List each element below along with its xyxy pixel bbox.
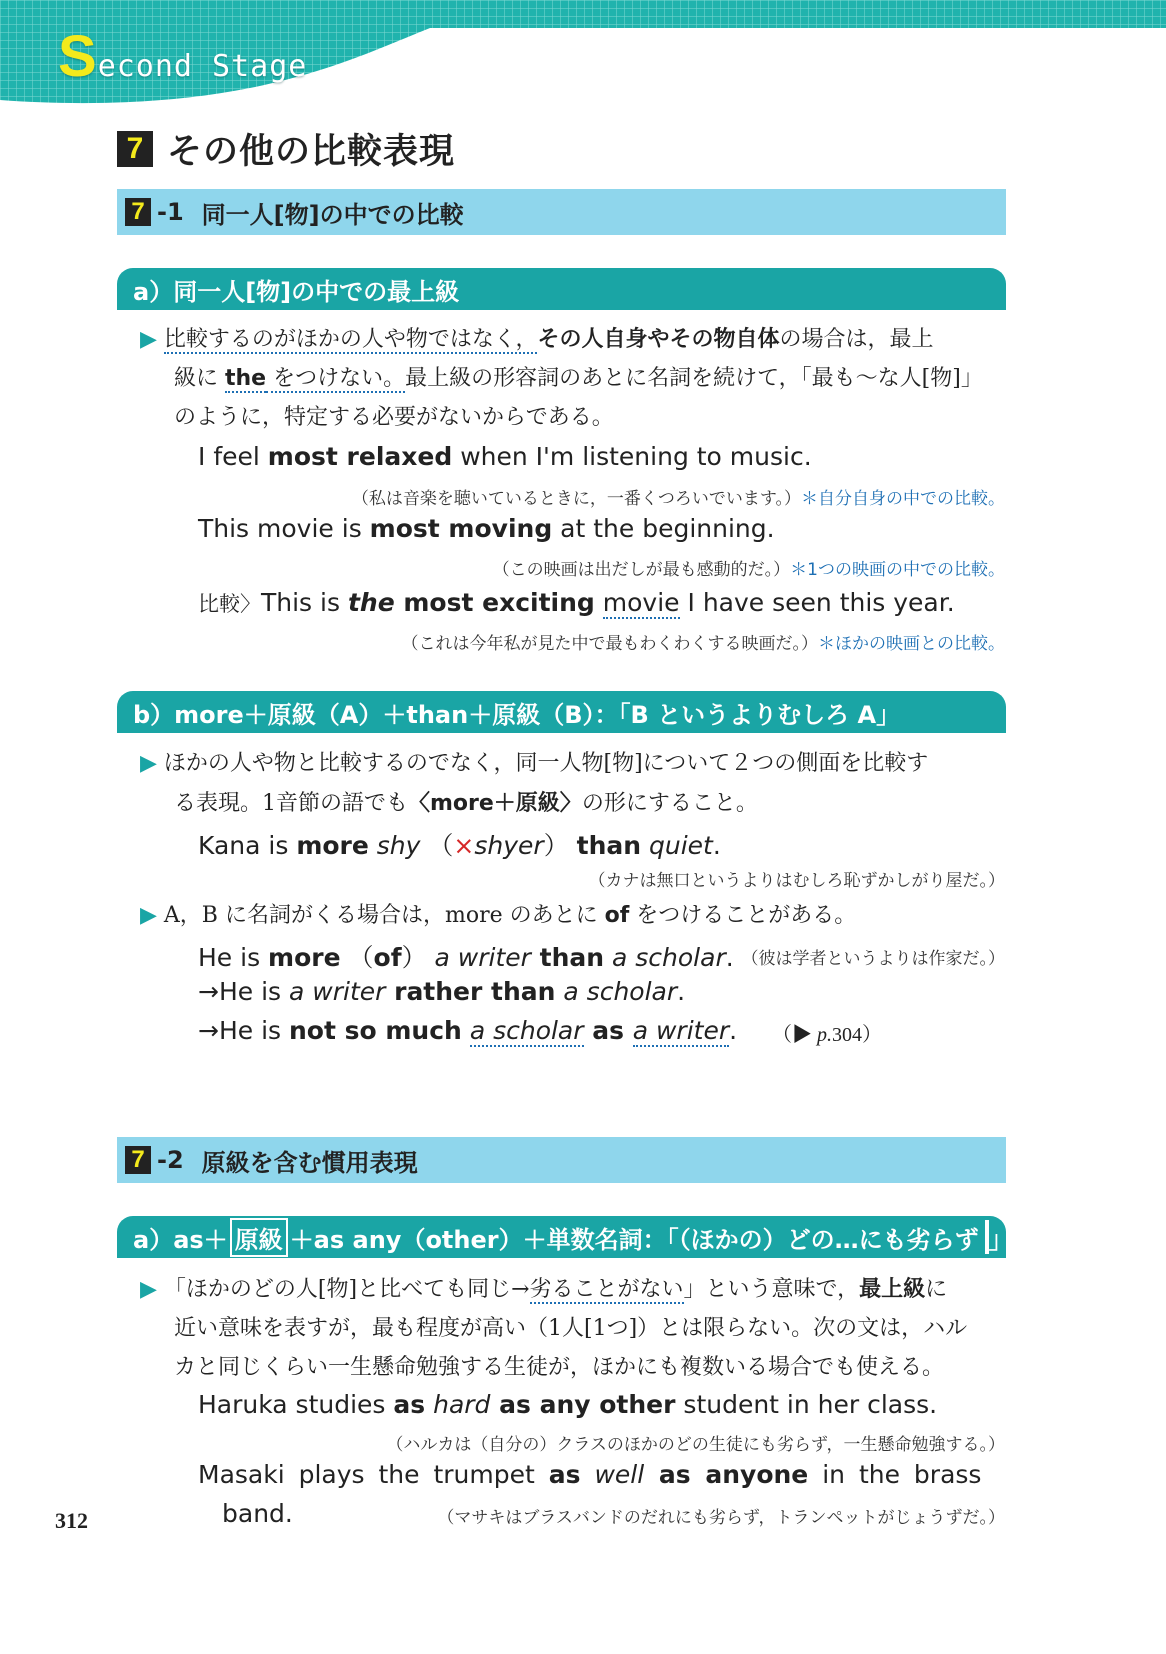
bullet-arrow-icon: ▶ xyxy=(140,751,157,776)
bullet-arrow-icon: ▶ xyxy=(140,327,157,352)
page-reference[interactable]: （▶ p.304） xyxy=(772,1024,882,1046)
example-sentence-continuation: band. xyxy=(222,1499,293,1528)
paragraph-line: ▶ ほかの人や物と比較するのでなく，同一人物[物]について２つの側面を比較す xyxy=(140,751,929,776)
page-number: 312 xyxy=(55,1508,88,1533)
paragraph-line: ▶ 「ほかのどの人[物]と比べても同じ→劣ることがない」という意味で，最上級に xyxy=(140,1277,948,1302)
section-7-1-bar xyxy=(117,189,1006,235)
example-sentence: Masaki plays the trumpet as well as anyone in the brass xyxy=(198,1460,982,1489)
translation-note: （ハルカは（自分の）クラスのほかのどの生徒にも劣らず，一生懸命勉強する。） xyxy=(386,1435,1005,1455)
chapter-heading xyxy=(117,124,455,174)
section-number: 7 xyxy=(125,198,151,226)
translation-note: （カナは無口というよりはむしろ恥ずかしがり屋だ。） xyxy=(588,871,1005,891)
section-subnumber: -2 xyxy=(157,1146,184,1174)
paragraph-line: 近い意味を表すが，最も程度が高い（1人[1つ]）とは限らない。次の文は，ハル xyxy=(174,1316,968,1341)
section-subnumber: -1 xyxy=(157,198,184,226)
translation-note: （マサキはブラスバンドのだれにも劣らず，トランペットがじょうずだ。） xyxy=(437,1508,1005,1528)
example-sentence: 比較〉This is the most exciting movie I have seen this year. xyxy=(198,588,955,617)
paragraph-line: 級に the をつけない。最上級の形容詞のあとに名詞を続けて，「最も～な人[物]」 xyxy=(174,366,983,391)
translation-note: （彼は学者というよりは作家だ。） xyxy=(741,949,1005,969)
reference-arrow-icon: ▶ xyxy=(792,1024,812,1046)
translation-note: （これは今年私が見た中で最もわくわくする映画だ。）＊ほかの映画との比較。 xyxy=(401,634,1005,654)
translation-note: （この映画は出だしが最も感動的だ。）＊1つの映画の中での比較。 xyxy=(492,560,1005,580)
example-sentence: →He is a writer rather than a scholar. xyxy=(198,977,686,1006)
example-sentence: Haruka studies as hard as any other student in her class. xyxy=(198,1390,938,1419)
paragraph-line: カと同じくらい一生懸命勉強する生徒が，ほかにも複数いる場合でも使える。 xyxy=(174,1355,945,1380)
stage-logo xyxy=(58,24,308,89)
boxed-keyword: 原級 xyxy=(230,1218,288,1257)
paragraph-line: ▶ 比較するのがほかの人や物ではなく，その人自身やその物自体の場合は，最上 xyxy=(140,327,934,352)
section-7-2-bar xyxy=(117,1137,1006,1183)
chapter-number: 7 xyxy=(117,131,153,167)
example-sentence: Kana is more shy （×shyer） than quiet. xyxy=(198,831,721,860)
section-title: 原級を含む慣用表現 xyxy=(201,1148,418,1177)
right-arrow-icon: → xyxy=(198,1016,219,1045)
subsection-a-heading: a）同一人[物]の中での最上級 xyxy=(117,268,1006,310)
bullet-arrow-icon: ▶ xyxy=(140,903,157,928)
paragraph-line: る表現。1音節の語でも〈more＋原級〉の形にすること。 xyxy=(174,791,758,816)
paragraph-line: ▶ A，B に名詞がくる場合は，more のあとに of をつけることがある。 xyxy=(140,903,857,928)
bullet-arrow-icon: ▶ xyxy=(140,1277,157,1302)
translation-note: （私は音楽を聴いているときに，一番くつろいでいます。）＊自分自身の中での比較。 xyxy=(351,489,1005,509)
example-sentence: This movie is most moving at the beginning. xyxy=(198,514,775,543)
paragraph-line: のように，特定する必要がないからである。 xyxy=(174,405,614,430)
section-number: 7 xyxy=(125,1146,151,1174)
example-sentence: He is more （of） a writer than a scholar. xyxy=(198,943,734,972)
right-arrow-icon: → xyxy=(198,977,219,1006)
stage-rest: econd Stage xyxy=(97,49,308,84)
subsection-b-heading: b）more＋原級（A）＋than＋原級（B）：「B というよりむしろ A」 xyxy=(117,691,1006,733)
subsection-2a-heading: a）as＋ 原級 ＋as any（other）＋単数名詞：「（ほかの）どの…にも劣らず 」 xyxy=(117,1216,1006,1258)
wrong-mark-icon: × xyxy=(453,831,475,860)
chapter-title: その他の比較表現 xyxy=(167,132,456,172)
example-sentence: →He is not so much a scholar as a writer. xyxy=(198,1016,738,1045)
stage-initial: S xyxy=(58,24,98,89)
example-sentence: I feel most relaxed when I'm listening to music. xyxy=(198,442,812,471)
section-title: 同一人[物]の中での比較 xyxy=(201,200,464,229)
